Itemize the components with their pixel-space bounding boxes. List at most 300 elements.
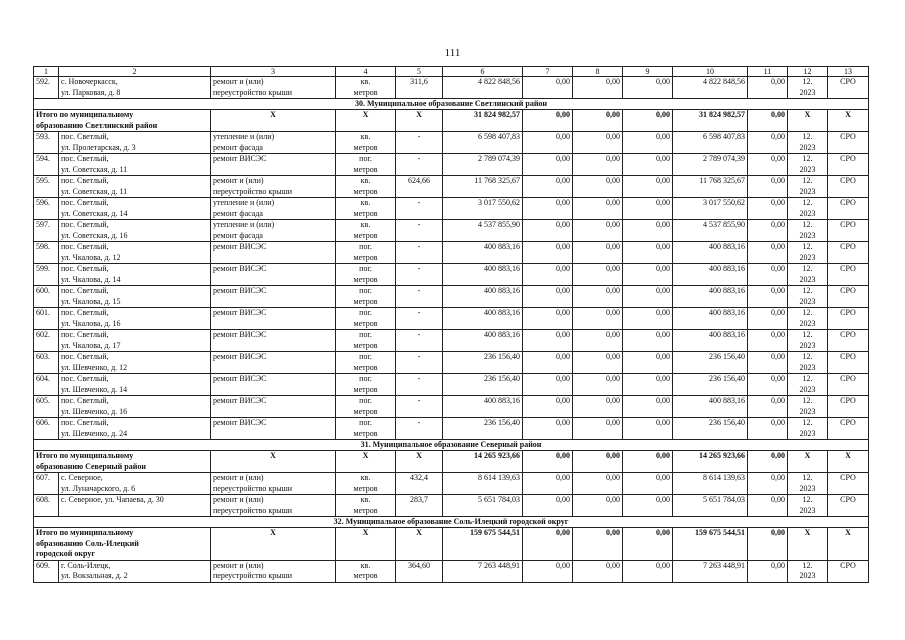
cell-col9	[623, 308, 673, 330]
area-cell-text: -	[417, 154, 421, 163]
year-cell-text: 12.	[802, 154, 813, 163]
cell-col11-text: 0,00	[771, 308, 785, 317]
cost-cell-text: 400 883,16	[484, 308, 520, 317]
subtotal-row	[34, 110, 869, 132]
cell-col11	[748, 495, 788, 517]
row-number-text: 601.	[36, 308, 50, 317]
year-cell-text: 12.	[802, 132, 813, 141]
address-cell-text: ул. Чкалова, д. 17	[61, 340, 121, 350]
unit-cell	[336, 495, 396, 517]
row-number-text: 604.	[36, 374, 50, 383]
method-cell-text: СРО	[840, 352, 856, 361]
year-cell-text: 12.	[802, 473, 813, 482]
address-cell	[59, 473, 211, 495]
cell-col7	[523, 396, 573, 418]
year-cell-text: 2023	[799, 274, 816, 284]
work-type-cell-text: ремонт и (или)	[213, 473, 264, 482]
cell-col3-text: Х	[270, 528, 276, 537]
area-cell-text: -	[417, 198, 421, 207]
cell-col12	[788, 528, 828, 561]
cell-col10-text: 4 822 848,56	[703, 77, 745, 86]
cell-col9	[623, 176, 673, 198]
cell-col7-text: 0,00	[556, 418, 570, 427]
work-type-cell	[211, 418, 336, 440]
year-cell-text: 2023	[799, 142, 816, 152]
column-header: 6	[443, 67, 523, 77]
cell-col10-text: 14 265 923,66	[699, 451, 745, 460]
cell-col7	[523, 473, 573, 495]
work-type-cell	[211, 286, 336, 308]
method-cell-text: СРО	[840, 473, 856, 482]
cell-col5	[396, 451, 443, 473]
cell-col10-text: 400 883,16	[709, 286, 745, 295]
year-cell-text: 12.	[802, 330, 813, 339]
cell-col11	[748, 374, 788, 396]
address-cell-text: ул. Шевченко, д. 14	[61, 384, 128, 394]
cell-col9	[623, 77, 673, 99]
table-row	[34, 77, 869, 99]
unit-cell-text: метров	[353, 362, 378, 372]
unit-cell	[336, 264, 396, 286]
column-header: 9	[623, 67, 673, 77]
cell-col7-text: 0,00	[556, 176, 570, 185]
cell-col10	[673, 220, 748, 242]
cell-col5-text: Х	[416, 451, 422, 460]
address-cell	[59, 495, 211, 517]
cost-cell	[443, 154, 523, 176]
cell-col7-text: 0,00	[556, 560, 570, 570]
area-cell-text: -	[417, 286, 421, 295]
cost-cell-text: 3 017 550,62	[478, 198, 520, 207]
cell-col11	[748, 132, 788, 154]
work-type-cell-text: ремонт ВИСЭС	[213, 396, 267, 405]
cell-col10-text: 2 789 074,39	[703, 154, 745, 163]
section-title	[34, 440, 869, 451]
cell-col11-text: 0,00	[771, 154, 785, 163]
cell-col7-text: 0,00	[556, 396, 570, 405]
cell-col9	[623, 132, 673, 154]
cell-col8-text: 0,00	[606, 110, 620, 119]
cell-col5-text: Х	[416, 528, 422, 537]
cell-col13	[828, 451, 869, 473]
cell-col7	[523, 110, 573, 132]
table-row	[34, 330, 869, 352]
cell-col10-text: 6 598 407,83	[703, 132, 745, 141]
year-cell-text: 2023	[799, 208, 816, 218]
row-number-text: 592.	[36, 77, 50, 86]
table-row	[34, 132, 869, 154]
cell-col8-text: 0,00	[606, 528, 620, 537]
area-cell-text: -	[417, 330, 421, 339]
cost-cell	[443, 286, 523, 308]
area-cell	[396, 418, 443, 440]
cell-col11	[748, 308, 788, 330]
cell-col4-text: Х	[362, 110, 369, 119]
cell-col4	[336, 451, 396, 473]
area-cell	[396, 286, 443, 308]
cell-col10	[673, 110, 748, 132]
unit-cell-text: метров	[353, 274, 378, 284]
row-number-text: 609.	[36, 560, 50, 570]
cell-col4	[336, 528, 396, 561]
cell-col7	[523, 528, 573, 561]
address-cell-text: ул. Пролетарская, д. 3	[61, 142, 136, 152]
cost-cell-text: 4 822 848,56	[478, 77, 520, 86]
table-row	[34, 264, 869, 286]
cell-col7-text: 0,00	[556, 330, 570, 339]
cell-col10	[673, 176, 748, 198]
year-cell-text: 12.	[802, 220, 813, 229]
subtotal-label	[34, 110, 211, 132]
work-type-cell-text: ремонт ВИСЭС	[213, 374, 267, 383]
address-cell-text: г. Соль-Илецк,	[61, 560, 111, 570]
row-number-text: 608.	[36, 495, 50, 504]
unit-cell	[336, 330, 396, 352]
row-number	[34, 132, 59, 154]
cell-col11-text: 0,00	[771, 286, 785, 295]
cell-col10	[673, 132, 748, 154]
work-type-cell-text: ремонт и (или)	[213, 77, 264, 86]
area-cell	[396, 242, 443, 264]
year-cell	[788, 560, 828, 582]
address-cell-text: ул. Луначарского, д. 6	[61, 483, 136, 493]
cost-cell-text: 400 883,16	[484, 330, 520, 339]
cell-col9	[623, 330, 673, 352]
address-cell-text: ул. Советская, д. 11	[61, 164, 128, 174]
unit-cell	[336, 176, 396, 198]
column-header: 12	[788, 67, 828, 77]
cost-cell	[443, 473, 523, 495]
cell-col9-text: 0,00	[656, 242, 670, 251]
work-type-cell-text: переустройство крыши	[213, 87, 293, 97]
method-cell-text: СРО	[840, 396, 856, 405]
cell-col9-text: 0,00	[656, 451, 670, 460]
method-cell	[828, 374, 869, 396]
cell-col11	[748, 110, 788, 132]
address-cell	[59, 132, 211, 154]
cell-col8-text: 0,00	[606, 473, 620, 482]
cell-col13-text: Х	[845, 110, 851, 119]
cell-col7-text: 0,00	[556, 495, 570, 504]
cell-col7	[523, 418, 573, 440]
cell-col12	[788, 451, 828, 473]
address-cell	[59, 352, 211, 374]
cost-cell	[443, 330, 523, 352]
column-header: 10	[673, 67, 748, 77]
work-type-cell	[211, 396, 336, 418]
cell-col10-text: 7 263 448,91	[703, 560, 745, 570]
year-cell	[788, 330, 828, 352]
area-cell-text: -	[417, 396, 421, 405]
cell-col7-text: 0,00	[556, 374, 570, 383]
cell-col11	[748, 396, 788, 418]
address-cell	[59, 286, 211, 308]
address-cell-text: ул. Вокзальная, д. 2	[61, 571, 128, 580]
row-number-text: 600.	[36, 286, 50, 295]
work-type-cell	[211, 176, 336, 198]
column-header: 4	[336, 67, 396, 77]
cell-col8	[573, 110, 623, 132]
row-number-text: 606.	[36, 418, 50, 427]
area-cell-text: 624,66	[408, 176, 430, 185]
table-row	[34, 154, 869, 176]
cell-col8-text: 0,00	[606, 242, 620, 251]
cell-col11-text: 0,00	[771, 418, 785, 427]
cell-col11-text: 0,00	[771, 198, 785, 207]
work-type-cell	[211, 198, 336, 220]
cell-col11-text: 0,00	[771, 77, 785, 86]
address-cell-text: с. Новочеркасск,	[61, 77, 118, 86]
cell-col10-text: 3 017 550,62	[703, 198, 745, 207]
cell-col10-text: 5 651 784,03	[703, 495, 745, 504]
table-row	[34, 473, 869, 495]
cell-col11-text: 0,00	[771, 132, 785, 141]
work-type-cell	[211, 374, 336, 396]
year-cell	[788, 352, 828, 374]
address-cell-text: пос. Светлый,	[61, 176, 109, 185]
year-cell-text: 2023	[799, 406, 816, 416]
column-header: 13	[828, 67, 869, 77]
year-cell	[788, 154, 828, 176]
row-number	[34, 286, 59, 308]
cell-col10	[673, 396, 748, 418]
cost-cell-text: 4 537 855,90	[478, 220, 520, 229]
work-type-cell-text: переустройство крыши	[213, 186, 293, 196]
method-cell-text: СРО	[840, 176, 856, 185]
cell-col8-text: 0,00	[606, 495, 620, 504]
unit-cell	[336, 220, 396, 242]
cell-col7	[523, 352, 573, 374]
cell-col10-text: 236 156,40	[709, 418, 745, 427]
cell-col7-text: 0,00	[556, 198, 570, 207]
cell-col9-text: 0,00	[656, 528, 670, 537]
area-cell	[396, 198, 443, 220]
cell-col7-text: 0,00	[556, 286, 570, 295]
address-cell	[59, 374, 211, 396]
row-number	[34, 374, 59, 396]
subtotal-label-text: Итого по муниципальному	[36, 528, 134, 537]
cell-col10-text: 4 537 855,90	[703, 220, 745, 229]
method-cell-text: СРО	[840, 308, 856, 317]
row-number-text: 603.	[36, 352, 50, 361]
cell-col10	[673, 198, 748, 220]
unit-cell-text: метров	[353, 296, 378, 306]
cell-col3-text: Х	[270, 451, 276, 460]
cell-col8	[573, 418, 623, 440]
cost-cell-text: 400 883,16	[484, 242, 520, 251]
section-title-text: 31. Муниципальное образование Северный район	[360, 440, 542, 449]
cell-col3	[211, 110, 336, 132]
unit-cell-text: пог.	[359, 330, 372, 339]
cell-col9	[623, 242, 673, 264]
year-cell-text: 2023	[799, 186, 816, 196]
area-cell-text: -	[417, 242, 421, 251]
method-cell-text: СРО	[840, 154, 856, 163]
cell-col8-text: 0,00	[606, 220, 620, 229]
cell-col8	[573, 495, 623, 517]
year-cell-text: 12.	[802, 495, 813, 504]
year-cell	[788, 286, 828, 308]
cell-col9-text: 0,00	[656, 418, 670, 427]
address-cell-text: ул. Советская, д. 11	[61, 186, 128, 196]
cell-col7	[523, 132, 573, 154]
area-cell	[396, 495, 443, 517]
work-type-cell-text: переустройство крыши	[213, 571, 293, 580]
year-cell-text: 12.	[802, 352, 813, 361]
area-cell	[396, 220, 443, 242]
address-cell-text: пос. Светлый,	[61, 286, 109, 295]
cell-col8-text: 0,00	[606, 374, 620, 383]
section-header-row	[34, 440, 869, 451]
year-cell-text: 2023	[799, 230, 816, 240]
cell-col9-text: 0,00	[656, 473, 670, 482]
cost-cell-text: 11 768 325,67	[474, 176, 520, 185]
cell-col9	[623, 352, 673, 374]
cell-col8	[573, 77, 623, 99]
year-cell	[788, 198, 828, 220]
cost-cell-text: 2 789 074,39	[478, 154, 520, 163]
method-cell	[828, 308, 869, 330]
cell-col10	[673, 77, 748, 99]
table-row	[34, 495, 869, 517]
address-cell-text: пос. Светлый,	[61, 418, 109, 427]
cell-col7	[523, 286, 573, 308]
year-cell-text: 12.	[802, 286, 813, 295]
cell-col8-text: 0,00	[606, 154, 620, 163]
cell-col8-text: 0,00	[606, 451, 620, 460]
cell-col7	[523, 242, 573, 264]
cost-cell	[443, 396, 523, 418]
address-cell	[59, 330, 211, 352]
cell-col10-text: 236 156,40	[709, 374, 745, 383]
method-cell-text: СРО	[840, 330, 856, 339]
row-number-text: 598.	[36, 242, 50, 251]
address-cell	[59, 418, 211, 440]
row-number	[34, 308, 59, 330]
address-cell-text: пос. Светлый,	[61, 396, 109, 405]
cell-col9	[623, 286, 673, 308]
cell-col11-text: 0,00	[771, 110, 785, 119]
cell-col9-text: 0,00	[656, 560, 670, 570]
cell-col9-text: 0,00	[656, 286, 670, 295]
method-cell	[828, 473, 869, 495]
subtotal-label	[34, 528, 211, 561]
cell-col11-text: 0,00	[771, 242, 785, 251]
work-type-cell-text: ремонт ВИСЭС	[213, 418, 267, 427]
cell-col8-text: 0,00	[606, 396, 620, 405]
cell-col11-text: 0,00	[771, 396, 785, 405]
cell-col10	[673, 374, 748, 396]
subtotal-label-text: городской округ	[36, 549, 95, 558]
area-cell	[396, 330, 443, 352]
cell-col11-text: 0,00	[771, 176, 785, 185]
cost-cell-text: 6 598 407,83	[478, 132, 520, 141]
area-cell-text: 283,7	[410, 495, 428, 504]
method-cell	[828, 242, 869, 264]
cell-col11-text: 0,00	[771, 352, 785, 361]
year-cell-text: 12.	[802, 242, 813, 251]
row-number-text: 607.	[36, 473, 50, 482]
cell-total-cost	[443, 528, 523, 561]
row-number-text: 595.	[36, 176, 50, 185]
unit-cell-text: метров	[353, 87, 378, 97]
work-type-cell-text: ремонт ВИСЭС	[213, 308, 267, 317]
row-number	[34, 264, 59, 286]
area-cell	[396, 176, 443, 198]
method-cell	[828, 132, 869, 154]
year-cell	[788, 220, 828, 242]
method-cell	[828, 330, 869, 352]
year-cell	[788, 176, 828, 198]
table-row	[34, 418, 869, 440]
cell-col11	[748, 220, 788, 242]
unit-cell-text: метров	[353, 230, 378, 240]
method-cell	[828, 264, 869, 286]
cell-col10	[673, 451, 748, 473]
work-type-cell-text: переустройство крыши	[213, 505, 293, 515]
cost-cell-text: 7 263 448,91	[478, 560, 520, 570]
year-cell	[788, 473, 828, 495]
unit-cell-text: метров	[353, 252, 378, 262]
work-type-cell-text: ремонт ВИСЭС	[213, 352, 267, 361]
cell-col8	[573, 198, 623, 220]
area-cell	[396, 77, 443, 99]
table-row	[34, 352, 869, 374]
unit-cell-text: кв.	[360, 560, 371, 570]
subtotal-label-text: Итого по муниципальному	[36, 451, 134, 460]
year-cell-text: 12.	[802, 374, 813, 383]
cost-cell-text: 236 156,40	[484, 374, 520, 383]
unit-cell-text: пог.	[359, 286, 372, 295]
cell-col11	[748, 352, 788, 374]
cell-col7-text: 0,00	[556, 473, 570, 482]
cell-col9-text: 0,00	[656, 110, 670, 119]
cell-col9	[623, 495, 673, 517]
year-cell	[788, 374, 828, 396]
method-cell	[828, 396, 869, 418]
cell-col7-text: 0,00	[556, 352, 570, 361]
work-type-cell	[211, 154, 336, 176]
work-type-cell-text: ремонт ВИСЭС	[213, 154, 267, 163]
cell-col9-text: 0,00	[656, 198, 670, 207]
cost-cell	[443, 374, 523, 396]
cell-col11	[748, 528, 788, 561]
cell-col12-text: Х	[804, 451, 811, 460]
area-cell	[396, 473, 443, 495]
area-cell	[396, 264, 443, 286]
cell-total-cost-text: 31 824 982,57	[474, 110, 520, 119]
cell-col11-text: 0,00	[771, 374, 785, 383]
row-number-text: 605.	[36, 396, 50, 405]
work-type-cell-text: ремонт и (или)	[213, 560, 264, 570]
unit-cell-text: пог.	[359, 374, 372, 383]
area-cell-text: -	[417, 308, 421, 317]
cell-col8	[573, 451, 623, 473]
cell-col8-text: 0,00	[606, 308, 620, 317]
cell-col7-text: 0,00	[556, 132, 570, 141]
area-cell-text: -	[417, 374, 421, 383]
work-type-cell	[211, 242, 336, 264]
cost-cell-text: 400 883,16	[484, 264, 520, 273]
year-cell-text: 2023	[799, 252, 816, 262]
address-cell-text: пос. Светлый,	[61, 242, 109, 251]
cell-col7	[523, 176, 573, 198]
cell-col10-text: 11 768 325,67	[699, 176, 745, 185]
cell-col8	[573, 286, 623, 308]
unit-cell-text: кв.	[360, 495, 371, 504]
cell-col5	[396, 110, 443, 132]
cell-col7	[523, 198, 573, 220]
